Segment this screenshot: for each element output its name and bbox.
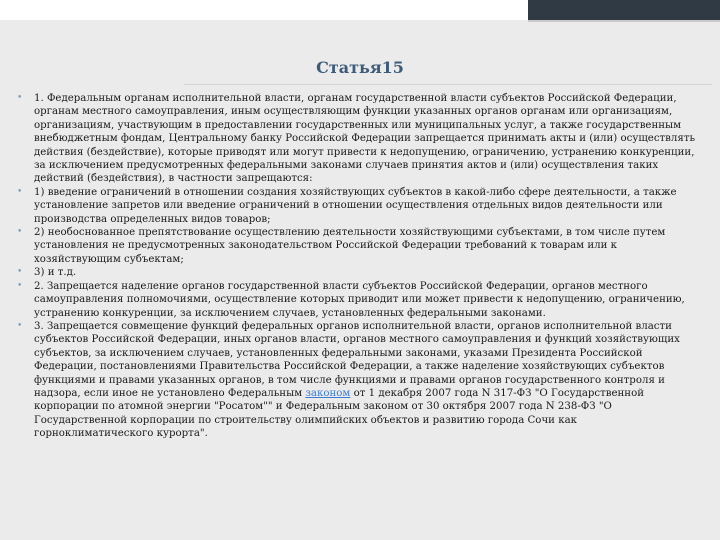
article-body	[17, 92, 695, 441]
slide-title: Статья15	[316, 58, 404, 77]
paragraph-text: 2) необоснованное препятствование осуществлению деятельности хозяйствующими субъектами, в том числе путем установления не предусмотренных законодательством Российской Федерации требований к товарам или к хозяйствующим субъектам;	[34, 227, 666, 265]
paragraph-text-after-link: от 1 декабря 2007 года N 317-ФЗ "О Государственной корпорации по атомной энергии "Росатом"" и Федеральным законом от 30 октября 2007 года N 238-ФЗ "О Государственной корпорации по строительству олимпийских объектов и развитию города Сочи как горноклиматического курорта".	[34, 387, 645, 440]
paragraph-6	[17, 320, 695, 441]
paragraph-1	[17, 92, 695, 186]
paragraph-text: 3) и т.д.	[34, 267, 77, 279]
paragraph-2	[17, 186, 695, 226]
paragraph-5	[17, 280, 695, 320]
corner-accent-line	[528, 20, 720, 22]
bullet-icon: •	[17, 320, 23, 331]
corner-decoration	[528, 0, 720, 20]
bullet-icon: •	[17, 227, 23, 238]
paragraph-text: 1. Федеральным органам исполнительной власти, органам государственной власти субъектов Российской Федерации, органам местного самоуправления, иным осуществляющим функции указанных органов органам или организациям, организациям, участвующим в предоставлении государственных или муниципальных услуг, а также государственным внебюджетным фондам, Центральному банку Российской Федерации запрещается принимать акты и (или) осуществлять действия (бездействие), которые приводят или могут привести к недопущению, ограничению, устранению конкуренции, за исключением предусмотренных федеральными законами случаев принятия актов и (или) осуществления таких действий (бездействия), в частности запрещаются:	[34, 93, 695, 185]
bullet-icon: •	[17, 93, 23, 103]
bullet-icon: •	[17, 186, 23, 197]
paragraph-text: 1) введение ограничений в отношении создания хозяйствующих субъектов в какой-либо сфере деятельности, а также установление запретов или введение ограничений в отношении осуществления отдельных видов деятельности или производства определенных видов товаров;	[34, 186, 677, 225]
law-link[interactable]: законом	[305, 387, 351, 399]
paragraph-text: 2. Запрещается наделение органов государственной власти субъектов Российской Федерации, органов местного самоуправления полномочиями, осуществление которых приводит или может привести к недопущению, ограничению, устранению конкуренции, за исключением случаев, установленных федеральными законами.	[34, 280, 685, 319]
paragraph-text-before-link: 3. Запрещается совмещение функций федеральных органов исполнительной власти, органов исполнительной власти субъектов Российской Федерации, иных органов власти, органов местного самоуправления и функций хозяйствующих субъектов, за исключением случаев, установленных федеральными законами, указами Президента Российской Федерации, постановлениями Правительства Российской Федерации, а также наделение хозяйствующих субъектов функциями и правами указанных органов, в том числе функциями и правами органов государственного контроля и надзора, если иное не установлено Федеральным	[34, 320, 680, 399]
title-divider	[184, 84, 712, 85]
paragraph-3	[17, 226, 695, 266]
bullet-icon: •	[17, 267, 23, 278]
bullet-icon: •	[17, 280, 23, 291]
paragraph-4	[17, 266, 695, 279]
